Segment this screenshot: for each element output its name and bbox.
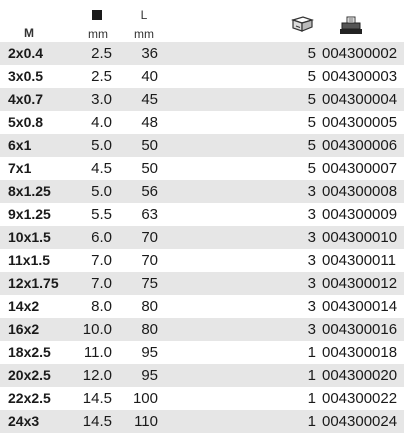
cell-drill-diameter: 2.5 <box>91 68 112 85</box>
cell-thread-size: 11x1.5 <box>8 252 51 268</box>
cell-drill-diameter: 4.0 <box>91 114 112 131</box>
cash-register-icon <box>338 16 364 36</box>
cell-article-code: 004300016 <box>322 321 398 338</box>
cell-quantity: 1 <box>307 367 316 384</box>
cell-length: 56 <box>141 183 158 200</box>
cell-thread-size: 5x0.8 <box>8 114 44 130</box>
cell-drill-diameter: 8.0 <box>91 298 112 315</box>
table-row <box>0 226 404 249</box>
table-row <box>0 249 404 272</box>
cell-thread-size: 3x0.5 <box>8 68 44 84</box>
cell-thread-size: 4x0.7 <box>8 91 44 107</box>
cell-drill-diameter: 14.5 <box>82 413 112 430</box>
cell-length: 50 <box>141 137 158 154</box>
table-row <box>0 42 404 65</box>
cell-article-code: 004300007 <box>322 160 398 177</box>
cell-drill-diameter: 7.0 <box>91 252 112 269</box>
cell-quantity: 5 <box>307 91 316 108</box>
cell-article-code: 004300002 <box>322 45 398 62</box>
table-row <box>0 272 404 295</box>
cell-length: 36 <box>141 45 158 62</box>
cell-thread-size: 24x3 <box>8 413 40 429</box>
table-row <box>0 111 404 134</box>
column-header-l-unit: mm <box>134 27 154 41</box>
column-header-l: L <box>140 8 148 22</box>
cell-length: 95 <box>141 344 158 361</box>
cell-thread-size: 16x2 <box>8 321 40 337</box>
cell-drill-diameter: 12.0 <box>82 367 112 384</box>
cell-quantity: 1 <box>307 413 316 430</box>
cell-article-code: 004300014 <box>322 298 398 315</box>
table-row <box>0 364 404 387</box>
cell-thread-size: 20x2.5 <box>8 367 51 383</box>
cell-drill-diameter: 5.0 <box>91 183 112 200</box>
cell-length: 48 <box>141 114 158 131</box>
cell-length: 100 <box>132 390 158 407</box>
table-row <box>0 203 404 226</box>
cell-thread-size: 2x0.4 <box>8 45 44 61</box>
cell-article-code: 004300010 <box>322 229 398 246</box>
cell-thread-size: 7x1 <box>8 160 32 176</box>
cell-length: 70 <box>141 229 158 246</box>
cell-drill-diameter: 3.0 <box>91 91 112 108</box>
package-quantity-icon <box>290 16 316 34</box>
cell-thread-size: 6x1 <box>8 137 32 153</box>
table-row <box>0 387 404 410</box>
cell-article-code: 004300004 <box>322 91 398 108</box>
cell-quantity: 3 <box>307 206 316 223</box>
cell-length: 40 <box>141 68 158 85</box>
cell-drill-diameter: 5.0 <box>91 137 112 154</box>
cell-article-code: 004300022 <box>322 390 398 407</box>
cell-drill-diameter: 7.0 <box>91 275 112 292</box>
cell-thread-size: 9x1.25 <box>8 206 51 222</box>
cell-drill-diameter: 2.5 <box>91 45 112 62</box>
cell-article-code: 004300024 <box>322 413 398 430</box>
cell-drill-diameter: 6.0 <box>91 229 112 246</box>
cell-article-code: 004300011 <box>322 252 396 269</box>
cell-quantity: 5 <box>307 68 316 85</box>
square-icon <box>92 10 102 20</box>
cell-thread-size: 12x1.75 <box>8 275 59 291</box>
cell-thread-size: 22x2.5 <box>8 390 51 406</box>
cell-drill-diameter: 14.5 <box>82 390 112 407</box>
column-header-d-unit: mm <box>88 27 108 41</box>
cell-quantity: 3 <box>307 229 316 246</box>
cell-length: 80 <box>141 321 158 338</box>
cell-drill-diameter: 10.0 <box>82 321 112 338</box>
cell-drill-diameter: 5.5 <box>91 206 112 223</box>
cell-article-code: 004300003 <box>322 68 398 85</box>
cell-length: 80 <box>141 298 158 315</box>
cell-article-code: 004300020 <box>322 367 398 384</box>
cell-quantity: 1 <box>307 390 316 407</box>
cell-article-code: 004300008 <box>322 183 398 200</box>
table-row <box>0 295 404 318</box>
cell-length: 50 <box>141 160 158 177</box>
table-row <box>0 88 404 111</box>
table-row <box>0 157 404 180</box>
cell-article-code: 004300006 <box>322 137 398 154</box>
table-body <box>0 42 404 433</box>
cell-quantity: 3 <box>307 183 316 200</box>
cell-drill-diameter: 11.0 <box>83 344 112 361</box>
cell-thread-size: 14x2 <box>8 298 40 314</box>
cell-quantity: 3 <box>307 298 316 315</box>
cell-length: 95 <box>141 367 158 384</box>
cell-length: 45 <box>141 91 158 108</box>
table-row <box>0 180 404 203</box>
cell-quantity: 1 <box>307 344 316 361</box>
cell-thread-size: 8x1.25 <box>8 183 51 199</box>
cell-length: 70 <box>141 252 158 269</box>
cell-quantity: 3 <box>307 275 316 292</box>
cell-article-code: 004300005 <box>322 114 398 131</box>
column-header-m: M <box>24 26 34 40</box>
cell-quantity: 5 <box>307 137 316 154</box>
cell-length: 110 <box>134 413 158 430</box>
cell-quantity: 5 <box>307 114 316 131</box>
table-row <box>0 65 404 88</box>
cell-thread-size: 18x2.5 <box>8 344 51 360</box>
cell-length: 75 <box>141 275 158 292</box>
cell-article-code: 004300009 <box>322 206 398 223</box>
cell-length: 63 <box>141 206 158 223</box>
table-row <box>0 410 404 433</box>
cell-article-code: 004300012 <box>322 275 398 292</box>
table-header <box>0 0 404 42</box>
cell-quantity: 5 <box>307 160 316 177</box>
cell-quantity: 3 <box>307 252 316 269</box>
cell-thread-size: 10x1.5 <box>8 229 51 245</box>
cell-drill-diameter: 4.5 <box>91 160 112 177</box>
cell-article-code: 004300018 <box>322 344 398 361</box>
cell-quantity: 3 <box>307 321 316 338</box>
cell-quantity: 5 <box>307 45 316 62</box>
table-row <box>0 134 404 157</box>
table-row <box>0 341 404 364</box>
table-row <box>0 318 404 341</box>
